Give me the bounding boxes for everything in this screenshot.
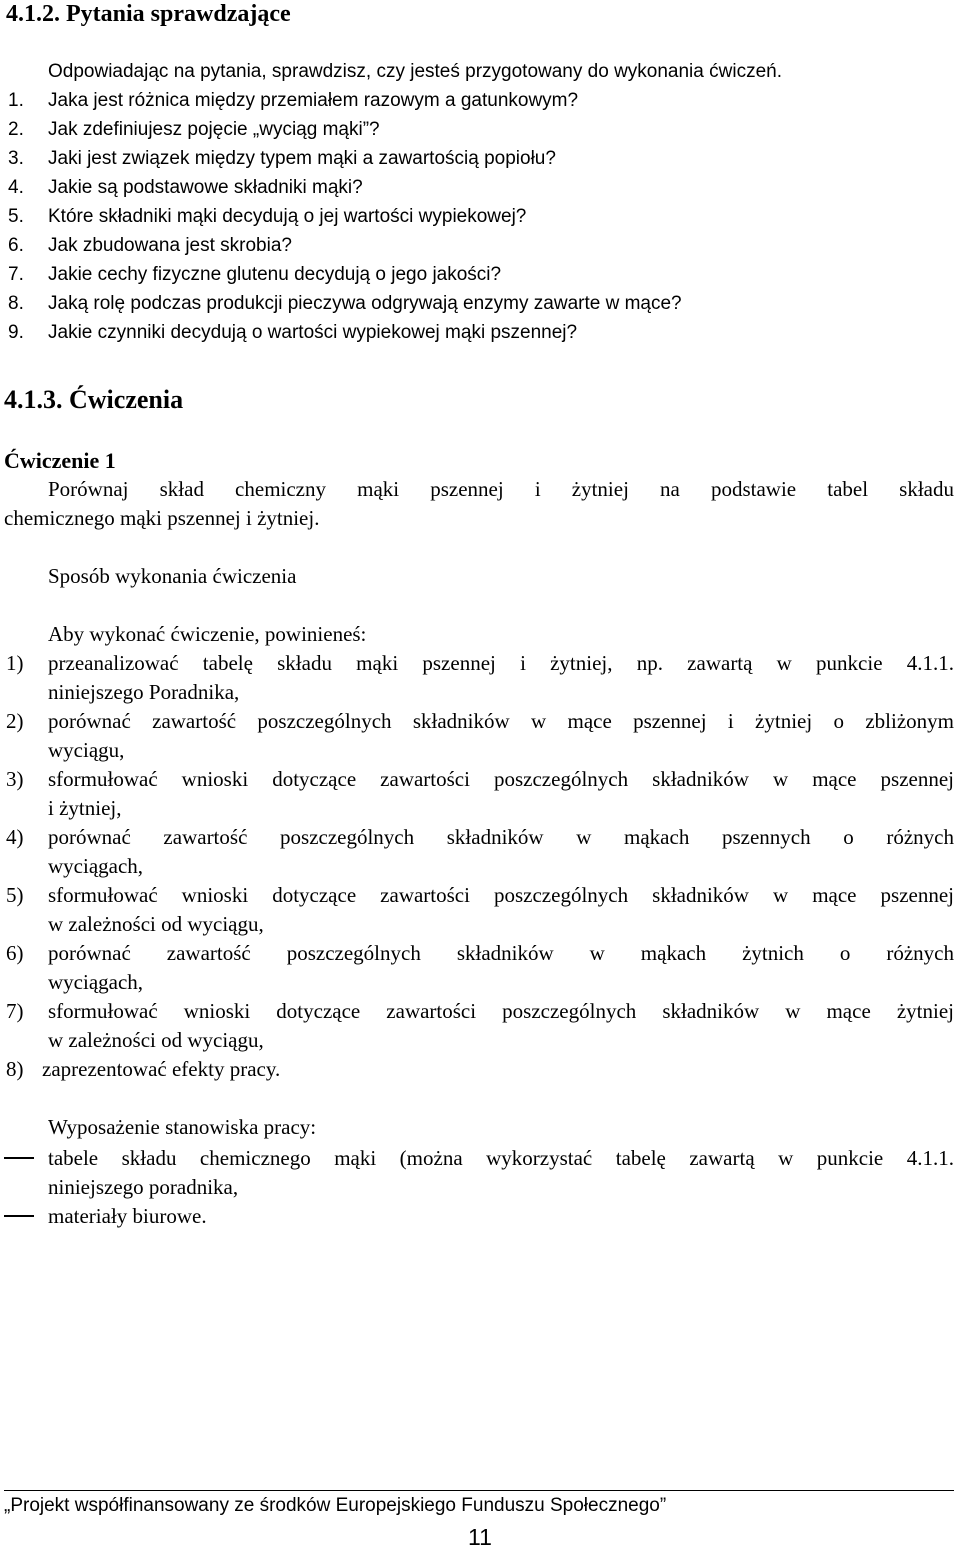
page-number: 11 bbox=[468, 1524, 492, 1550]
footer-text: „Projekt współfinansowany ze środków Europejskiego Funduszu Społecznego” bbox=[4, 1495, 667, 1516]
question-number: 4. bbox=[8, 177, 24, 198]
equipment-item-text: tabele składu chemicznego mąki (można wykorzystać tabelę zawartą w punkcie 4.1.1. bbox=[48, 1146, 954, 1170]
step-number: 5) bbox=[6, 883, 24, 907]
step-text: sformułować wnioski dotyczące zawartości poszczególnych składników w mące pszennej bbox=[48, 883, 954, 907]
step-number: 2) bbox=[6, 709, 24, 733]
question-text: Jak zbudowana jest skrobia? bbox=[48, 235, 292, 256]
step-text: sformułować wnioski dotyczące zawartości poszczególnych składników w mące żytniej bbox=[48, 999, 954, 1023]
question-text: Jaki jest związek między typem mąki a zawartością popiołu? bbox=[48, 148, 556, 169]
question-number: 9. bbox=[8, 322, 24, 343]
step-number: 3) bbox=[6, 767, 24, 791]
exercise-description-line1: Porównaj skład chemiczny mąki pszennej i żytniej na podstawie tabel składu bbox=[48, 477, 954, 501]
steps-intro: Aby wykonać ćwiczenie, powinieneś: bbox=[48, 622, 367, 646]
question-text: Jaka jest różnica między przemiałem razowym a gatunkowym? bbox=[48, 90, 579, 111]
question-text: Jakie są podstawowe składniki mąki? bbox=[48, 177, 363, 198]
question-text: Jakie cechy fizyczne glutenu decydują o jego jakości? bbox=[48, 264, 502, 285]
step-text: porównać zawartość poszczególnych składników w mąkach żytnich o różnych bbox=[48, 941, 954, 965]
step-text-continued: i żytniej, bbox=[48, 796, 122, 820]
footer-divider bbox=[4, 1490, 954, 1491]
question-text: Jaką rolę podczas produkcji pieczywa odgrywają enzymy zawarte w mące? bbox=[48, 293, 682, 314]
step-number: 7) bbox=[6, 999, 24, 1023]
intro-text: Odpowiadając na pytania, sprawdzisz, czy jesteś przygotowany do wykonania ćwiczeń. bbox=[48, 61, 782, 82]
question-text: Jakie czynniki decydują o wartości wypiekowej mąki pszennej? bbox=[48, 322, 578, 343]
step-number: 6) bbox=[6, 941, 24, 965]
section-title-413: 4.1.3. Ćwiczenia bbox=[4, 385, 184, 414]
question-number: 5. bbox=[8, 206, 24, 227]
step-text-continued: wyciągu, bbox=[48, 738, 125, 762]
dash-bullet-icon bbox=[4, 1215, 34, 1217]
step-text-continued: w zależności od wyciągu, bbox=[48, 912, 264, 936]
step-text-continued: w zależności od wyciągu, bbox=[48, 1028, 264, 1052]
step-text-continued: wyciągach, bbox=[48, 854, 144, 878]
question-number: 7. bbox=[8, 264, 24, 285]
question-number: 1. bbox=[8, 90, 24, 111]
question-number: 2. bbox=[8, 119, 24, 140]
question-number: 8. bbox=[8, 293, 24, 314]
exercise-title: Ćwiczenie 1 bbox=[4, 448, 116, 473]
question-number: 3. bbox=[8, 148, 24, 169]
question-text: Które składniki mąki decydują o jej wartości wypiekowej? bbox=[48, 206, 527, 227]
equipment-item-text-continued: niniejszego poradnika, bbox=[48, 1175, 239, 1199]
question-text: Jak zdefiniujesz pojęcie „wyciąg mąki”? bbox=[48, 119, 380, 140]
method-heading: Sposób wykonania ćwiczenia bbox=[48, 564, 297, 588]
dash-bullet-icon bbox=[4, 1157, 34, 1159]
equipment-heading: Wyposażenie stanowiska pracy: bbox=[48, 1115, 317, 1139]
step-text-continued: niniejszego Poradnika, bbox=[48, 680, 240, 704]
step-text: porównać zawartość poszczególnych składników w mące pszennej i żytniej o zbliżonym bbox=[48, 709, 954, 733]
step-text: przeanalizować tabelę składu mąki pszennej i żytniej, np. zawartą w punkcie 4.1.1. bbox=[48, 651, 954, 675]
step-number: 1) bbox=[6, 651, 24, 675]
step-number: 4) bbox=[6, 825, 24, 849]
equipment-item-text: materiały biurowe. bbox=[48, 1204, 207, 1228]
step-text: sformułować wnioski dotyczące zawartości poszczególnych składników w mące pszennej bbox=[48, 767, 954, 791]
step-text: zaprezentować efekty pracy. bbox=[42, 1057, 281, 1081]
section-title-412: 4.1.2. Pytania sprawdzające bbox=[6, 1, 291, 27]
step-number: 8) bbox=[6, 1057, 24, 1081]
step-text-continued: wyciągach, bbox=[48, 970, 144, 994]
exercise-description-line2: chemicznego mąki pszennej i żytniej. bbox=[4, 506, 320, 530]
step-text: porównać zawartość poszczególnych składników w mąkach pszennych o różnych bbox=[48, 825, 954, 849]
question-number: 6. bbox=[8, 235, 24, 256]
